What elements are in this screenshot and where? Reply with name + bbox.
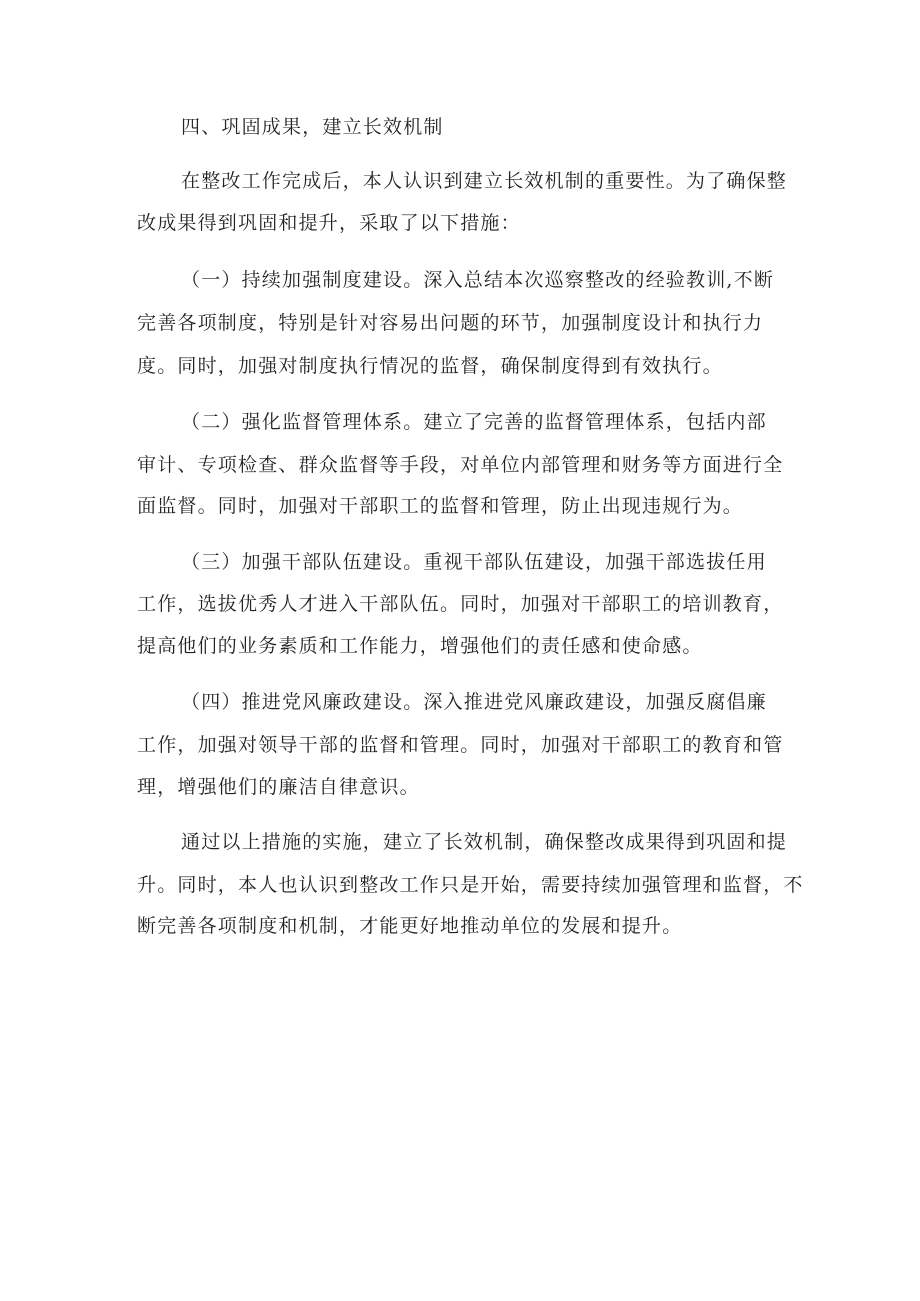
measure-4-line-1: （四）推进党风廉政建设。深入推进党风廉政建设，加强反腐倡廉	[181, 691, 767, 713]
section-heading: 四、巩固成果，建立长效机制	[181, 116, 444, 138]
measure-2-line-3: 面监督。同时，加强对干部职工的监督和管理，防止出现违规行为。	[137, 495, 744, 517]
measure-3-line-2: 工作，选拔优秀人才进入干部队伍。同时，加强对干部职工的培训教育，	[137, 593, 784, 615]
measure-4-line-2: 工作，加强对领导干部的监督和管理。同时，加强对干部职工的教育和管	[137, 734, 784, 756]
conclusion-line-3: 断完善各项制度和机制，才能更好地推动单位的发展和提升。	[137, 915, 683, 937]
measure-1-line-1: （一）持续加强制度建设。深入总结本次巡察整改的经验教训,不断	[181, 269, 775, 291]
measure-2-line-2: 审计、专项检查、群众监督等手段，对单位内部管理和财务等方面进行全	[137, 454, 784, 476]
conclusion-line-2: 升。同时，本人也认识到整改工作只是开始，需要持续加强管理和监督，不	[137, 874, 804, 896]
measure-1-line-2: 完善各项制度，特别是针对容易出问题的环节，加强制度设计和执行力	[137, 312, 764, 334]
measure-2-line-1: （二）强化监督管理体系。建立了完善的监督管理体系，包括内部	[181, 411, 767, 433]
measure-3-line-3: 提高他们的业务素质和工作能力，增强他们的责任感和使命感。	[137, 635, 703, 657]
conclusion-line-1: 通过以上措施的实施，建立了长效机制，确保整改成果得到巩固和提	[181, 831, 788, 853]
measure-4-line-3: 理，增强他们的廉洁自律意识。	[137, 776, 420, 798]
intro-line-2: 改成果得到巩固和提升，采取了以下措施：	[137, 212, 521, 234]
intro-line-1: 在整改工作完成后，本人认识到建立长效机制的重要性。为了确保整	[181, 170, 788, 192]
measure-3-line-1: （三）加强干部队伍建设。重视干部队伍建设，加强干部选拔任用	[181, 551, 767, 573]
measure-1-line-3: 度。同时，加强对制度执行情况的监督，确保制度得到有效执行。	[137, 355, 723, 377]
